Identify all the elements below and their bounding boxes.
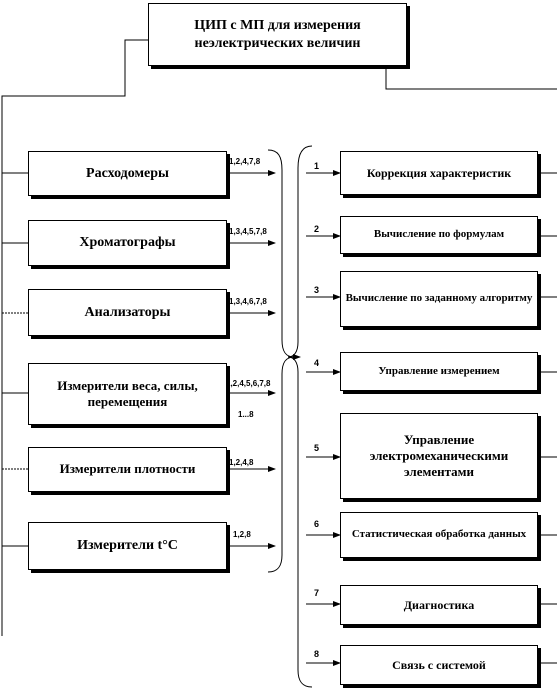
right-block-4: Управление измерением — [340, 352, 538, 391]
function-number-5: 5 — [314, 443, 320, 453]
right-block-6: Статистическая обработка данных — [340, 512, 538, 558]
top-block: ЦИП с МП для измерения неэлектрических величин — [148, 3, 407, 66]
function-number-7: 7 — [314, 588, 320, 598]
right-block-8: Связь с системой — [340, 645, 538, 685]
left-block-density-meters: Измерители плотности — [28, 447, 227, 492]
right-block-2: Вычисление по формулам — [340, 216, 538, 254]
functions-label-weight-meters-extra: 1...8 — [238, 410, 254, 419]
right-block-3: Вычисление по заданному алгоритму — [340, 271, 538, 327]
function-number-3: 3 — [314, 285, 320, 295]
function-number-4: 4 — [314, 358, 320, 368]
functions-label-weight-meters: 1,2,4,5,6,7,8 — [226, 379, 271, 388]
left-block-chromatographs: Хроматографы — [28, 220, 227, 266]
function-number-1: 1 — [314, 161, 320, 171]
left-block-weight-force-meters: Измерители веса, силы, перемещения — [28, 363, 227, 425]
left-block-temperature-meters: Измерители t°C — [28, 522, 227, 570]
right-block-7: Диагностика — [340, 585, 538, 625]
function-number-2: 2 — [314, 224, 320, 234]
right-block-1: Коррекция характеристик — [340, 151, 538, 195]
functions-label-flowmeters: 1,2,4,7,8 — [229, 157, 261, 166]
functions-label-temperature-meters: 1,2,8 — [233, 530, 251, 539]
right-block-5: Управление электромеханическими элементами — [340, 413, 538, 499]
functions-label-analyzers: 1,3,4,6,7,8 — [229, 297, 267, 306]
function-number-6: 6 — [314, 519, 320, 529]
functions-label-chromatographs: 1,3,4,5,7,8 — [229, 227, 267, 236]
left-block-flowmeters: Расходомеры — [28, 151, 227, 196]
functions-label-density-meters: 1,2,4,8 — [229, 458, 254, 467]
left-block-analyzers: Анализаторы — [28, 289, 227, 336]
function-number-8: 8 — [314, 649, 320, 659]
